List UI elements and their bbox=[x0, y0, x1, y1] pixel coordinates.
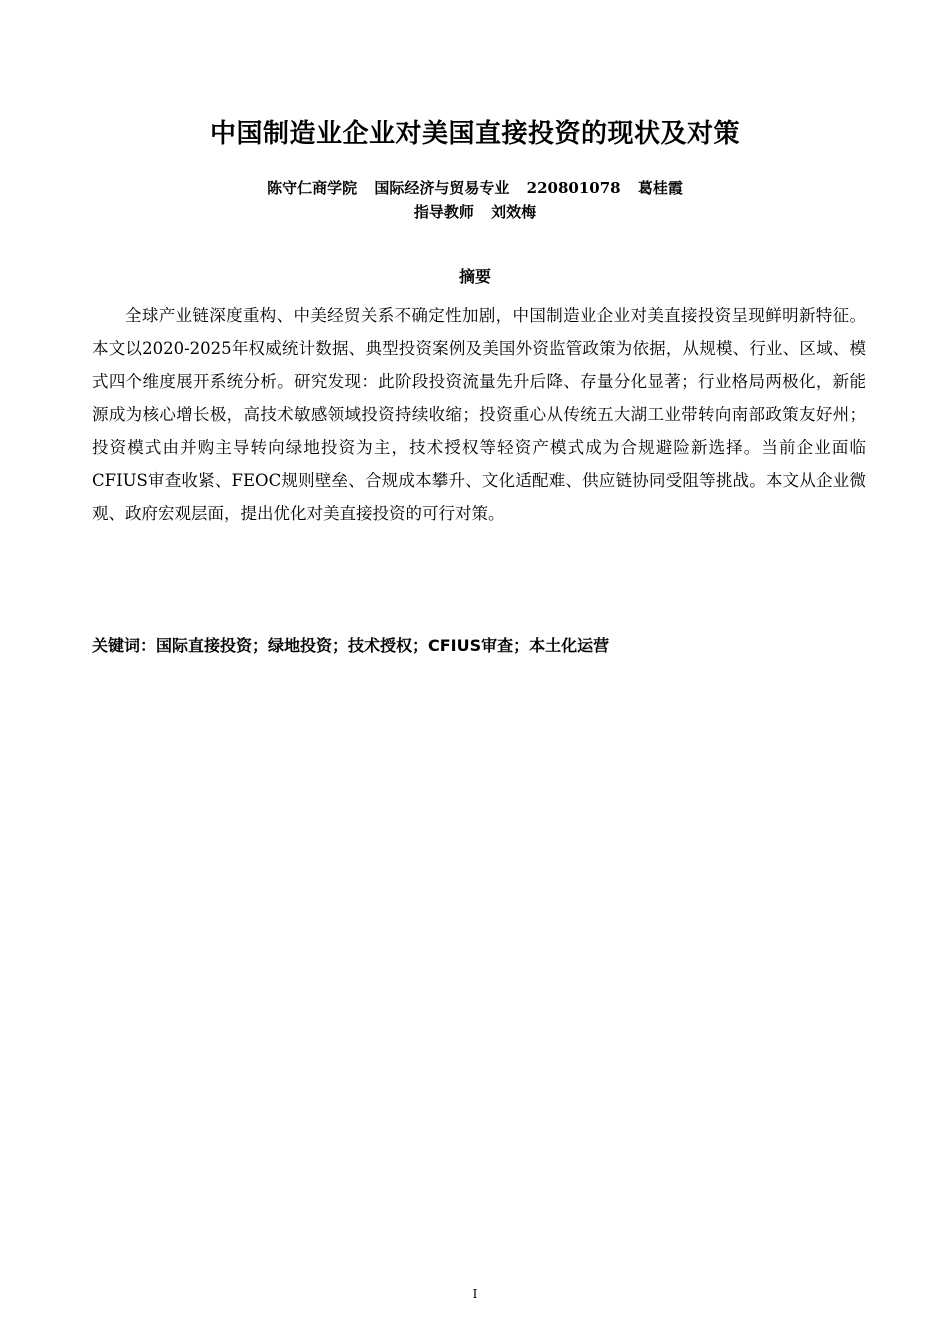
abstract-body: 全球产业链深度重构、中美经贸关系不确定性加剧，中国制造业企业对美直接投资呈现鲜明新特征。本文以2020-2025年权威统计数据、典型投资案例及美国外资监管政策为依据，从规模、行业、区域、模式四个维度展开系统分析。研究发现：此阶段投资流量先升后降、存量分化显著；行业格局两极化，新能源成为核心增长极，高技术敏感领域投资持续收缩；投资重心从传统五大湖工业带转向南部政策友好州；投资模式由并购主导转向绿地投资为主，技术授权等轻资产模式成为合规避险新选择。当前企业面临CFIUS审查收紧、FEOC规则壁垒、合规成本攀升、文化适配难、供应链协同受阻等挑战。本文从企业微观、政府宏观层面，提出优化对美直接投资的可行对策。 bbox=[92, 306, 866, 523]
page-number: I bbox=[472, 1287, 478, 1301]
author-info bbox=[0, 177, 950, 199]
abstract-heading: 摘要 bbox=[458, 267, 491, 286]
advisor-label: 指导教师 bbox=[413, 203, 474, 221]
author-name: 葛桂霞 bbox=[637, 179, 683, 197]
author-major: 国际经济与贸易专业 bbox=[374, 179, 510, 197]
advisor-info bbox=[0, 201, 950, 223]
author-student-id: 220801078 bbox=[526, 179, 621, 197]
author-school: 陈守仁商学院 bbox=[267, 179, 358, 197]
keywords-line: 关键词：国际直接投资；绿地投资；技术授权；CFIUS审查；本土化运营 bbox=[92, 636, 610, 655]
advisor-name: 刘效梅 bbox=[491, 203, 537, 221]
paper-title: 中国制造业企业对美国直接投资的现状及对策 bbox=[209, 119, 740, 149]
